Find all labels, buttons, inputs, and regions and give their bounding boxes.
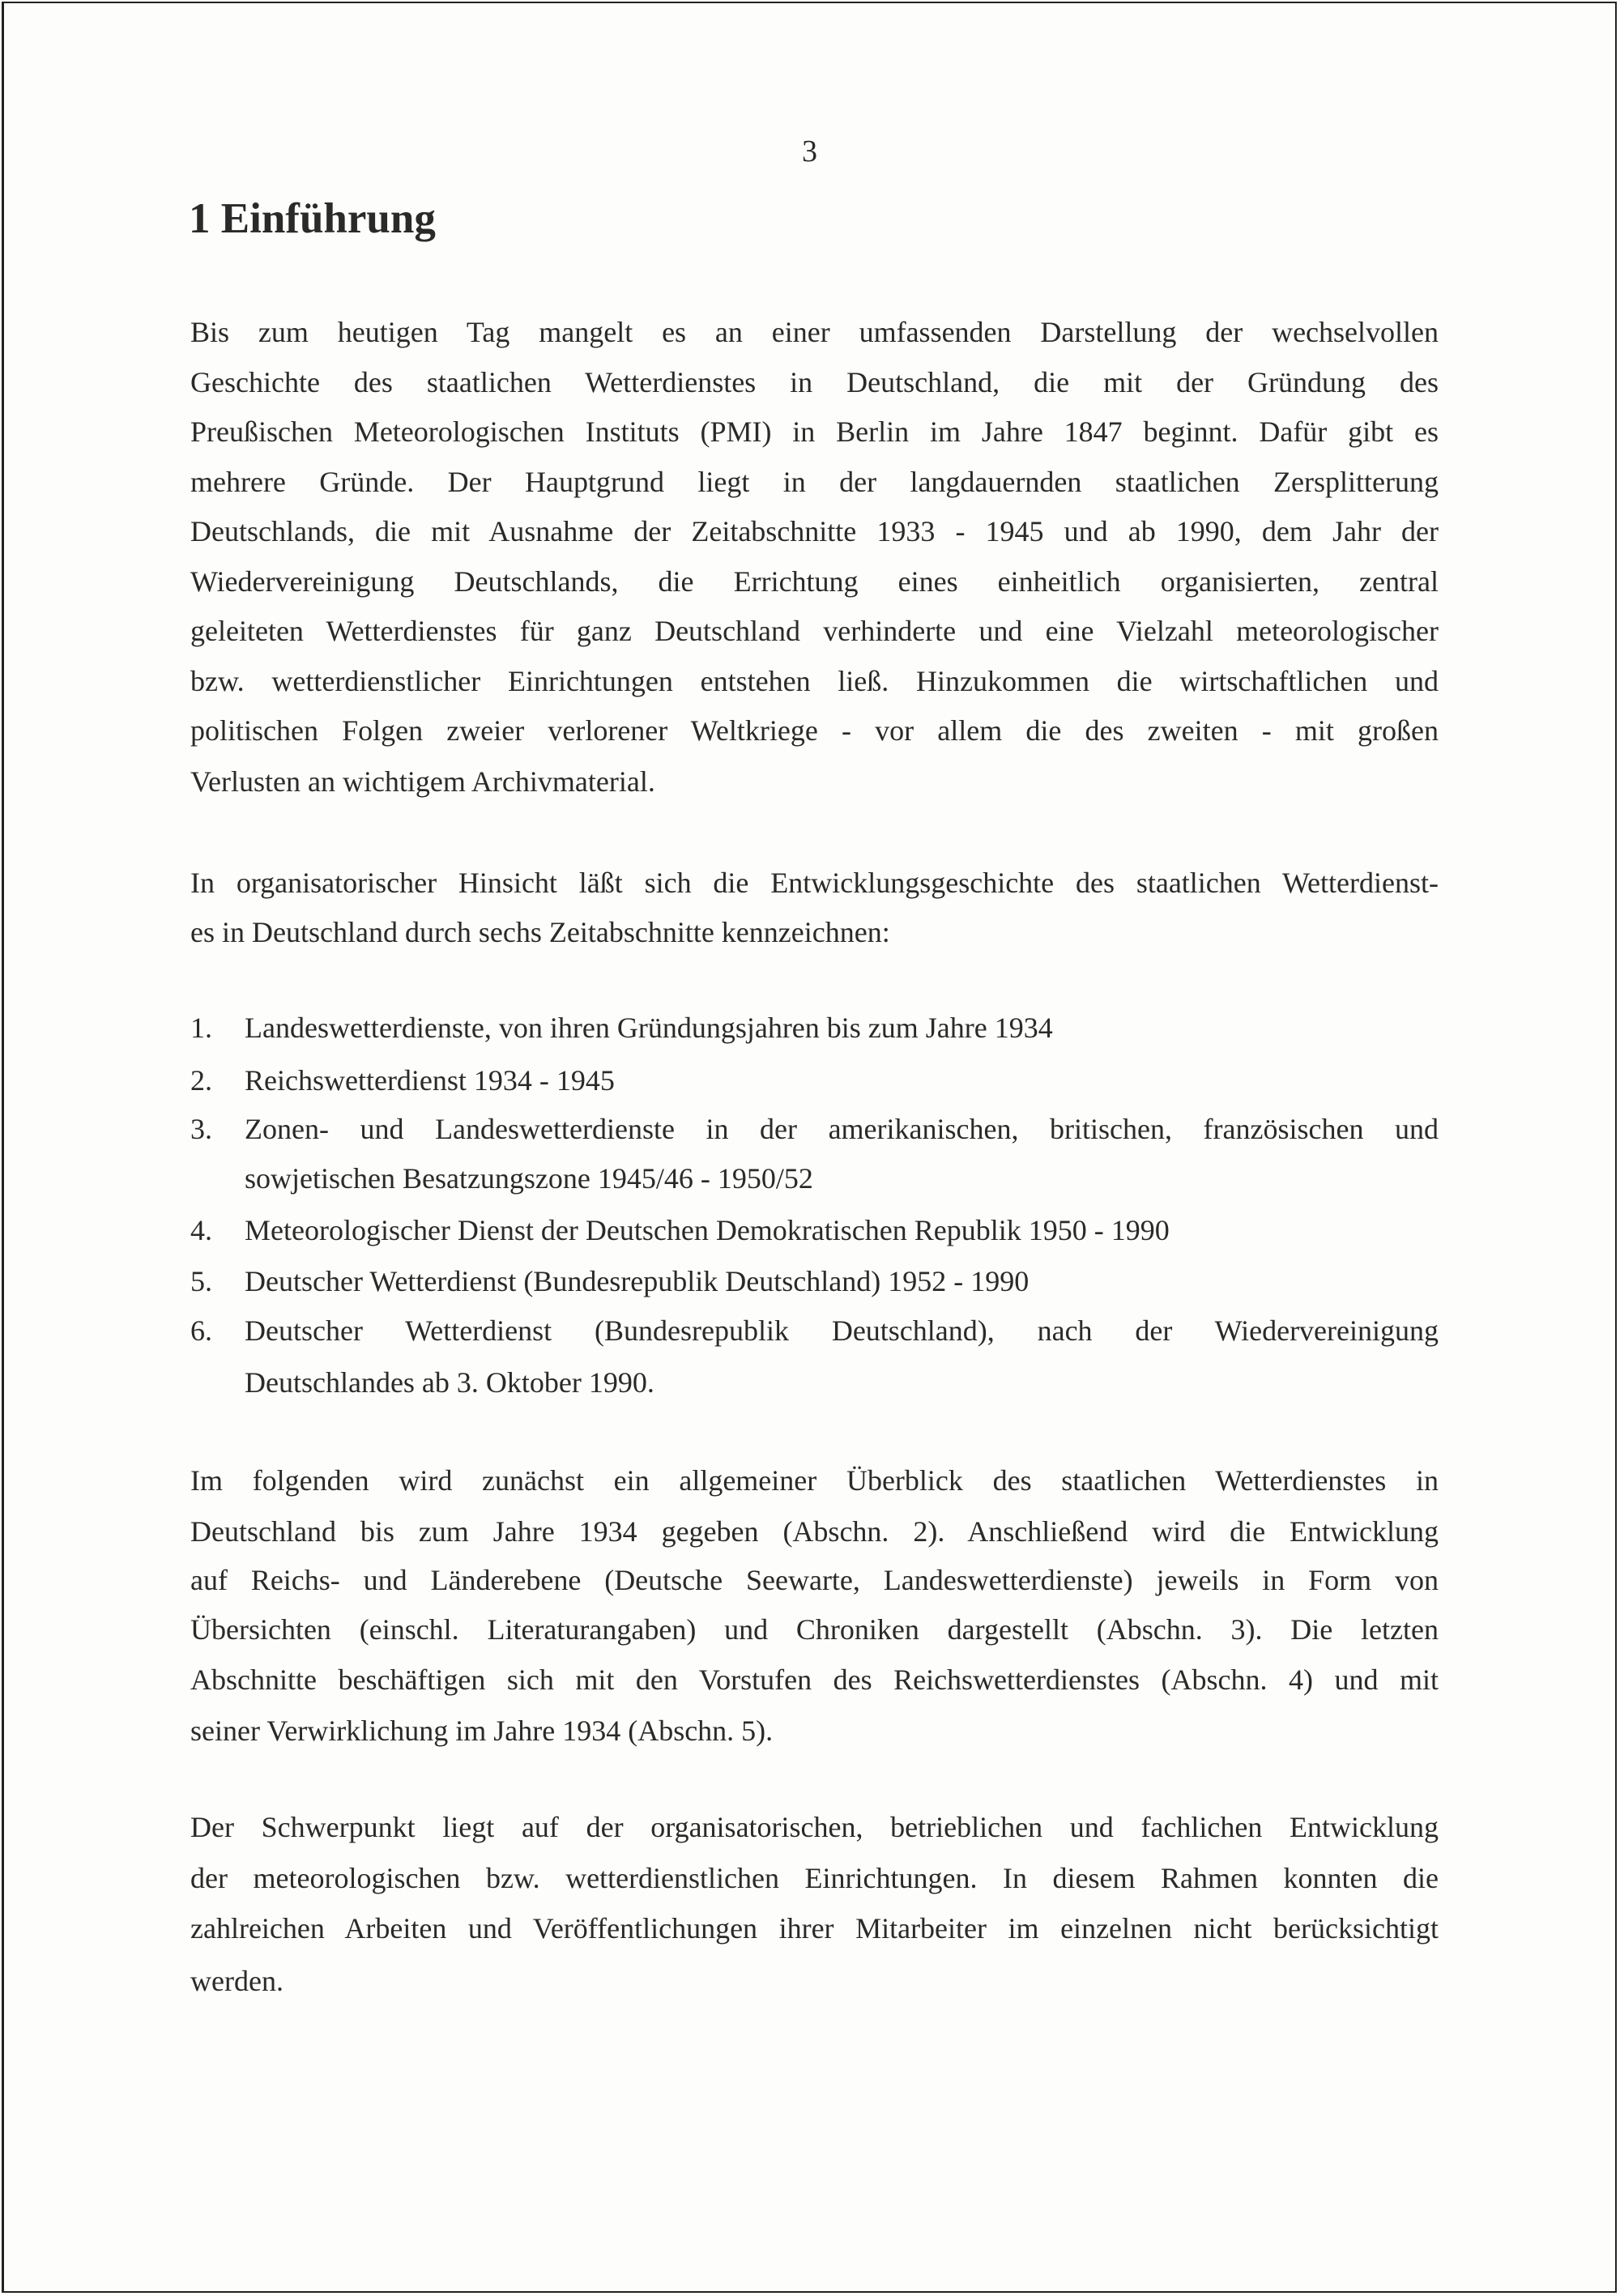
paragraph-line: Deutschlands, die mit Ausnahme der Zeitabschnitte 1933 - 1945 und ab 1990, dem Jahr der xyxy=(190,515,1439,547)
list-item-number: 3. xyxy=(190,1113,212,1145)
paragraph-line: Geschichte des staatlichen Wetterdienstes in Deutschland, die mit der Gründung des xyxy=(190,366,1439,398)
paragraph-line: Deutschland bis zum Jahre 1934 gegeben (Abschn. 2). Anschließend wird die Entwicklung xyxy=(190,1515,1439,1548)
paragraph-line: politischen Folgen zweier verlorener Weltkriege - vor allem die des zweiten - mit großen xyxy=(190,714,1439,747)
list-item-number: 1. xyxy=(190,1012,212,1044)
section-heading: 1 Einführung xyxy=(189,195,436,242)
paragraph-line: seiner Verwirklichung im Jahre 1934 (Abschn. 5). xyxy=(190,1715,774,1747)
paragraph-line: Übersichten (einschl. Literaturangaben) und Chroniken dargestellt (Abschn. 3). Die letzten xyxy=(190,1613,1439,1646)
paragraph-line: Im folgenden wird zunächst ein allgemeiner Überblick des staatlichen Wetterdienstes in xyxy=(190,1464,1439,1497)
page-number: 3 xyxy=(802,134,817,168)
paragraph-line: zahlreichen Arbeiten und Veröffentlichungen ihrer Mitarbeiter im einzelnen nicht berücksichtigt xyxy=(190,1912,1439,1945)
list-item-number: 2. xyxy=(190,1064,212,1097)
list-item-text: Reichswetterdienst 1934 - 1945 xyxy=(245,1064,615,1097)
list-item-number: 4. xyxy=(190,1214,212,1246)
paragraph-line: Der Schwerpunkt liegt auf der organisatorischen, betrieblichen und fachlichen Entwicklung xyxy=(190,1811,1439,1843)
list-item-text: Meteorologischer Dienst der Deutschen Demokratischen Republik 1950 - 1990 xyxy=(245,1214,1170,1246)
paragraph-line: In organisatorischer Hinsicht läßt sich die Entwicklungsgeschichte des staatlichen Wetterdienst- xyxy=(190,867,1439,899)
list-item-number: 6. xyxy=(190,1314,212,1347)
paragraph-line: werden. xyxy=(190,1965,284,1997)
list-item-text: Deutschlandes ab 3. Oktober 1990. xyxy=(245,1366,654,1399)
paragraph-line: bzw. wetterdienstlicher Einrichtungen entstehen ließ. Hinzukommen die wirtschaftlichen und xyxy=(190,665,1439,697)
paragraph-line: der meteorologischen bzw. wetterdienstlichen Einrichtungen. In diesem Rahmen konnten die xyxy=(190,1862,1439,1894)
list-item-text: Landeswetterdienste, von ihren Gründungsjahren bis zum Jahre 1934 xyxy=(245,1012,1053,1044)
list-item-text: Deutscher Wetterdienst (Bundesrepublik Deutschland), nach der Wiedervereinigung xyxy=(245,1314,1439,1347)
paragraph-line: auf Reichs- und Länderebene (Deutsche Seewarte, Landeswetterdienste) jeweils in Form von xyxy=(190,1564,1439,1596)
list-item-text: sowjetischen Besatzungszone 1945/46 - 1950/52 xyxy=(245,1162,813,1195)
paragraph-line: mehrere Gründe. Der Hauptgrund liegt in der langdauernden staatlichen Zersplitterung xyxy=(190,466,1439,498)
paragraph-line: Verlusten an wichtigem Archivmaterial. xyxy=(190,765,655,798)
paragraph-line: es in Deutschland durch sechs Zeitabschnitte kennzeichnen: xyxy=(190,916,890,948)
list-item-text: Deutscher Wetterdienst (Bundesrepublik Deutschland) 1952 - 1990 xyxy=(245,1265,1030,1297)
paragraph-line: Preußischen Meteorologischen Instituts (PMI) in Berlin im Jahre 1847 beginnt. Dafür gibt es xyxy=(190,415,1439,448)
paragraph-line: Bis zum heutigen Tag mangelt es an einer umfassenden Darstellung der wechselvollen xyxy=(190,316,1439,348)
paragraph-line: Abschnitte beschäftigen sich mit den Vorstufen des Reichswetterdienstes (Abschn. 4) und mit xyxy=(190,1663,1439,1696)
list-item-text: Zonen- und Landeswetterdienste in der amerikanischen, britischen, französischen und xyxy=(245,1113,1439,1145)
paragraph-line: geleiteten Wetterdienstes für ganz Deutschland verhinderte und eine Vielzahl meteorologischer xyxy=(190,615,1439,647)
paragraph-line: Wiedervereinigung Deutschlands, die Errichtung eines einheitlich organisierten, zentral xyxy=(190,565,1439,598)
list-item-number: 5. xyxy=(190,1265,212,1297)
